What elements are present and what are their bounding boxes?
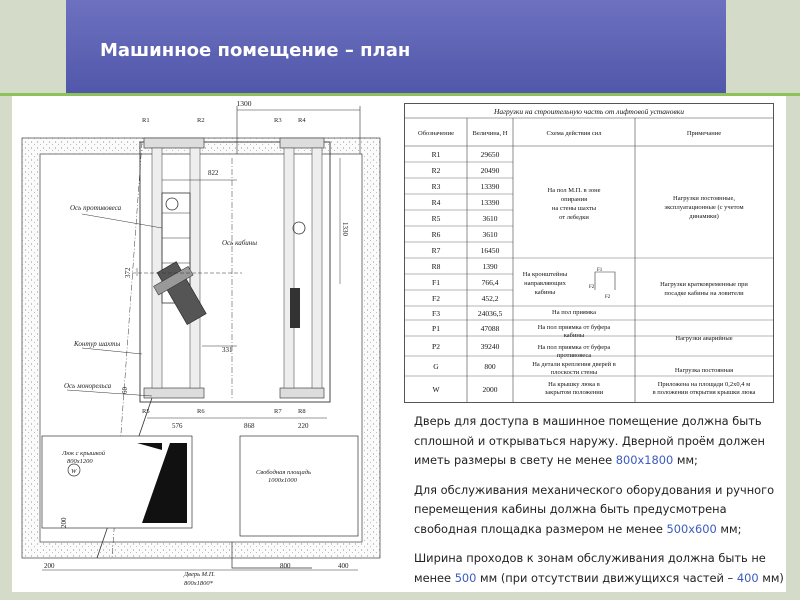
label-w: W bbox=[71, 468, 77, 475]
label-free-area: Свободная площадь bbox=[256, 469, 311, 476]
paragraph-door bbox=[414, 412, 786, 471]
table-cell-designation: P2 bbox=[432, 342, 440, 351]
table-cell-value: 39240 bbox=[480, 342, 500, 351]
paragraph-passage-text: Ширина проходов к зонам обслуживания должна быть не менее bbox=[414, 551, 766, 585]
paragraph-passage-mid: мм (при отсутствии движущихся частей – bbox=[476, 570, 737, 585]
note-w-line2: в положении открытия крышки люка bbox=[652, 389, 756, 396]
scheme-r-line4: от лебедки bbox=[559, 214, 589, 221]
table-cell-designation: G bbox=[433, 362, 439, 371]
note-r-line1: Нагрузки постоянные, bbox=[673, 195, 735, 202]
table-cell-value: 13390 bbox=[480, 198, 500, 207]
left-margin-strip bbox=[0, 96, 12, 600]
marker-r6: R6 bbox=[197, 408, 205, 415]
note-w-line1: Приложена на площади 0,2х0,4 м bbox=[657, 381, 751, 388]
label-hatch: Люк с крышкой bbox=[62, 450, 106, 457]
marker-r1: R1 bbox=[142, 117, 150, 124]
scheme-g-line1: На детали крепления дверей в bbox=[532, 361, 616, 368]
dim-1330: 1330 bbox=[341, 222, 349, 236]
scheme-p1-line1: На пол приямка от буфера bbox=[537, 324, 611, 331]
scheme-g-line2: плоскости стены bbox=[550, 369, 598, 376]
paragraph-door-text: Дверь для доступа в машинное помещение должна быть сплошной и открываться наружу. Дверной проём должен иметь размеры в свету не менее bbox=[414, 414, 765, 467]
scheme-r-line3: на стены шахты bbox=[551, 205, 597, 212]
note-r-line2: эксплуатационные (с учетом bbox=[664, 204, 744, 211]
dim-220: 220 bbox=[298, 422, 309, 430]
table-cell-value: 24036,5 bbox=[477, 309, 503, 318]
scheme-f12-line1: На кронштейны bbox=[522, 271, 568, 278]
table-cell-value: 3610 bbox=[482, 230, 498, 239]
marker-r7: R7 bbox=[274, 408, 282, 415]
paragraph-passage bbox=[414, 549, 786, 588]
scheme-f12-line3: кабины bbox=[534, 289, 556, 296]
header-right-panel bbox=[726, 0, 800, 95]
scheme-r-line2: опирания bbox=[560, 196, 588, 203]
table-cell-value: 2000 bbox=[482, 385, 498, 394]
body-text bbox=[414, 412, 786, 598]
table-cell-value: 20490 bbox=[480, 166, 500, 175]
note-g: Нагрузка постоянная bbox=[674, 367, 734, 374]
header-note: Примечание bbox=[686, 130, 722, 137]
table-cell-designation: F1 bbox=[432, 278, 440, 287]
dim-400: 400 bbox=[338, 562, 349, 570]
table-cell-value: 452,2 bbox=[481, 294, 499, 303]
dim-1300: 1300 bbox=[236, 99, 252, 108]
label-monorail-axis: Ось монорельса bbox=[64, 382, 112, 390]
scheme-w-line2: закрытом положении bbox=[544, 389, 604, 396]
dim-331: 331 bbox=[222, 346, 233, 354]
table-cell-designation: R8 bbox=[431, 262, 441, 271]
dim-576: 576 bbox=[172, 422, 183, 430]
paragraph-door-unit: мм; bbox=[673, 453, 698, 467]
scheme-p1-line2: кабины bbox=[563, 332, 585, 339]
header-value: Величина, Н bbox=[472, 130, 508, 137]
scheme-f12-label-f2: F2 bbox=[589, 285, 595, 290]
dim-868: 868 bbox=[244, 422, 255, 430]
label-door: Дверь М.П. bbox=[184, 571, 216, 578]
table-cell-value: 766,4 bbox=[481, 278, 499, 287]
dim-822: 822 bbox=[208, 169, 219, 177]
service-area-value: 500х600 bbox=[666, 521, 717, 536]
table-cell-designation: R5 bbox=[431, 214, 441, 223]
load-table bbox=[404, 103, 774, 403]
table-cell-value: 3610 bbox=[482, 214, 498, 223]
table-cell-designation: R4 bbox=[431, 198, 441, 207]
header-designation: Обозначение bbox=[418, 130, 454, 137]
table-cell-designation: F3 bbox=[432, 309, 440, 318]
header-scheme: Схема действия сил bbox=[546, 130, 602, 137]
table-cell-designation: W bbox=[432, 385, 440, 394]
table-cell-value: 47088 bbox=[480, 324, 500, 333]
table-cell-designation: R1 bbox=[431, 150, 441, 159]
marker-r5: R5 bbox=[142, 408, 150, 415]
scheme-p2-line1: На пол приямка от буфера bbox=[537, 344, 611, 351]
accent-divider bbox=[0, 93, 800, 96]
table-cell-designation: P1 bbox=[432, 324, 440, 333]
scheme-r-line1: На пол М.П. в зоне bbox=[547, 187, 601, 194]
dim-372: 372 bbox=[124, 267, 132, 278]
table-cell-value: 16450 bbox=[480, 246, 500, 255]
marker-r2: R2 bbox=[197, 117, 205, 124]
note-p: Нагрузки аварийные bbox=[675, 335, 733, 342]
scheme-f12-label-f2b: F2 bbox=[605, 295, 611, 300]
door-size-value: 800х1800 bbox=[615, 453, 674, 467]
scheme-p2-line2: противовеса bbox=[556, 352, 592, 359]
table-title: Нагрузки на строительную часть от лифтовой установки bbox=[493, 107, 685, 116]
scheme-f12-line2: направляющих bbox=[524, 280, 566, 287]
right-margin-strip bbox=[786, 96, 800, 600]
machine-room-plan bbox=[12, 98, 390, 592]
paragraph-service-text: Для обслуживания механического оборудования и ручного перемещения кабины должна быть предусмотрена свободная площадка размером не менее bbox=[414, 482, 775, 536]
table-cell-value: 29650 bbox=[480, 150, 500, 159]
paragraph-service-unit: мм; bbox=[716, 521, 742, 536]
marker-r3: R3 bbox=[274, 117, 282, 124]
table-cell-value: 13390 bbox=[480, 182, 500, 191]
table-cell-value: 1390 bbox=[482, 262, 498, 271]
label-door-size: 800x1800* bbox=[184, 580, 213, 587]
table-cell-designation: R6 bbox=[431, 230, 441, 239]
note-f12-line2: посадке кабины на ловители bbox=[664, 290, 744, 297]
scheme-f12-label-f1: F1 bbox=[597, 268, 603, 273]
dim-60: 60 bbox=[121, 387, 129, 394]
scheme-w-line1: На крышку люка в bbox=[548, 381, 600, 388]
passage-width-alt-value: 400 bbox=[736, 570, 759, 585]
label-shaft-contour: Контур шахты bbox=[74, 340, 121, 348]
header-left-panel bbox=[0, 0, 66, 95]
table-cell-designation: R3 bbox=[431, 182, 441, 191]
table-cell-designation: F2 bbox=[432, 294, 440, 303]
label-car-axis: Ось кабины bbox=[222, 239, 257, 247]
dim-200-vertical: 200 bbox=[60, 517, 68, 528]
label-hatch-size: 800x1200 bbox=[67, 458, 93, 465]
table-cell-designation: R7 bbox=[431, 246, 441, 255]
dim-200: 200 bbox=[44, 562, 55, 570]
label-free-area-size: 1000x1000 bbox=[268, 477, 297, 484]
paragraph-passage-end: мм) bbox=[758, 570, 784, 585]
marker-r8: R8 bbox=[298, 408, 306, 415]
passage-width-value: 500 bbox=[454, 570, 477, 585]
marker-r4: R4 bbox=[298, 117, 306, 124]
table-cell-value: 800 bbox=[484, 362, 496, 371]
paragraph-service-area bbox=[414, 481, 786, 540]
note-f12-line1: Нагрузки кратковременные при bbox=[660, 281, 748, 288]
scheme-f3: На пол приямка bbox=[552, 309, 596, 316]
table-cell-designation: R2 bbox=[431, 166, 441, 175]
note-r-line3: динамики) bbox=[689, 213, 719, 220]
slide-title: Машинное помещение – план bbox=[100, 40, 411, 61]
label-counterweight-axis: Ось противовеса bbox=[70, 204, 122, 212]
dim-800: 800 bbox=[280, 562, 291, 570]
